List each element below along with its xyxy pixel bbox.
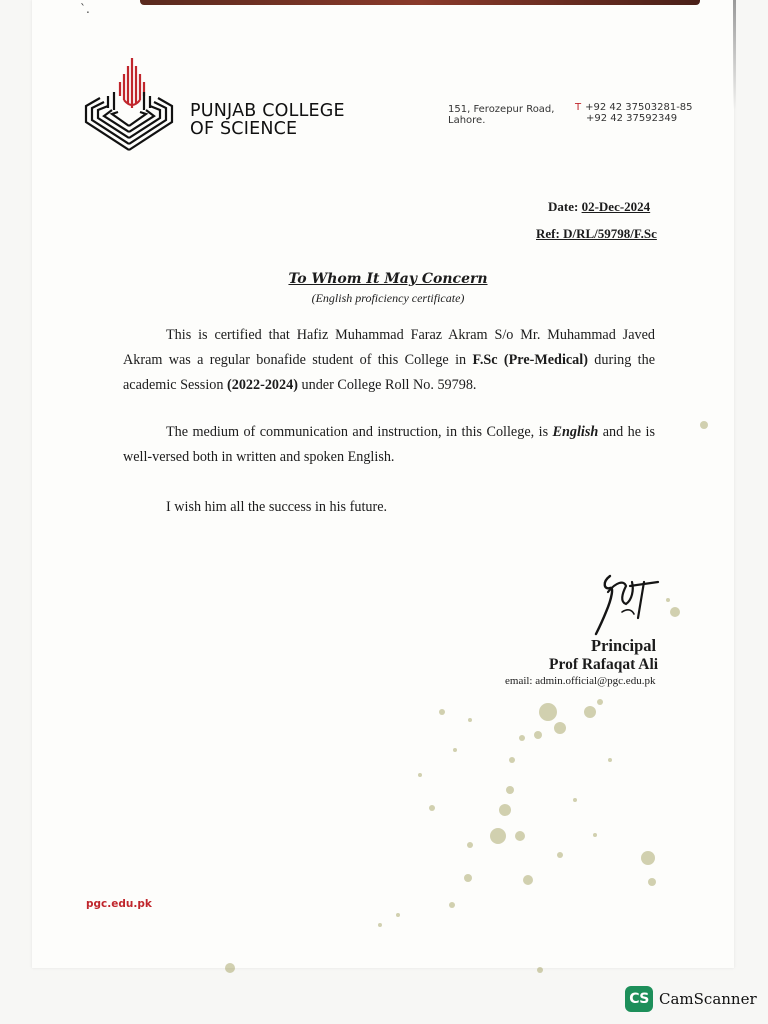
- phone-2: +92 42 37592349: [586, 113, 678, 124]
- paragraph-1: [123, 323, 655, 398]
- p1-text-a: This is certified that Hafiz Muhammad Faraz Akram S/o Mr. Muhammad Javed Akram was a regular bonafide student of this College in: [123, 327, 655, 368]
- paragraph-2: [123, 420, 655, 470]
- page-top-edge: [140, 0, 700, 5]
- signature-icon: [592, 568, 662, 638]
- date-label: Date:: [548, 199, 579, 214]
- scan-mark: ˋ.: [80, 2, 90, 16]
- reference-number: Ref: D/RL/59798/F.Sc: [536, 226, 657, 241]
- address-line2: Lahore.: [448, 115, 486, 126]
- program-name: F.Sc (Pre-Medical): [472, 352, 588, 368]
- college-name-line2: OF SCIENCE: [190, 119, 298, 139]
- college-name-line1: PUNJAB COLLEGE: [190, 101, 345, 121]
- signatory-title: Principal: [591, 636, 657, 655]
- letter-date: [548, 199, 650, 215]
- letter-subheading: (English proficiency certificate): [311, 291, 465, 305]
- phone-1: +92 42 37503281-85: [585, 102, 693, 113]
- phone-prefix: T: [575, 102, 582, 113]
- page-edge-shadow: [733, 0, 736, 110]
- p1-text-b: during the academic Session: [123, 352, 656, 393]
- p2-text-b: and he is well-versed both in written and spoken English.: [123, 424, 655, 465]
- camscanner-badge: [625, 985, 757, 1013]
- signatory-name: Prof Rafaqat Ali: [549, 656, 659, 673]
- footer-website: pgc.edu.pk: [86, 898, 152, 910]
- p1-text-c: under College Roll No. 59798.: [297, 377, 477, 393]
- camscanner-label: CamScanner: [659, 990, 757, 1008]
- camscanner-icon: CS: [625, 986, 653, 1012]
- pgc-logo-icon: [84, 52, 174, 152]
- paragraph-3: I wish him all the success in his future.: [166, 499, 388, 515]
- address: [448, 104, 554, 126]
- phone-numbers: [575, 102, 693, 124]
- medium-language: English: [552, 424, 599, 440]
- letter-heading: To Whom It May Concern: [288, 271, 488, 287]
- session-years: (2022-2024): [227, 377, 298, 393]
- p2-text-a: The medium of communication and instruction, in this College, is: [166, 424, 553, 440]
- college-name: [190, 102, 345, 138]
- signatory-email: email: admin.official@pgc.edu.pk: [505, 675, 656, 687]
- date-value: 02-Dec-2024: [581, 199, 651, 214]
- address-line1: 151, Ferozepur Road,: [448, 104, 555, 115]
